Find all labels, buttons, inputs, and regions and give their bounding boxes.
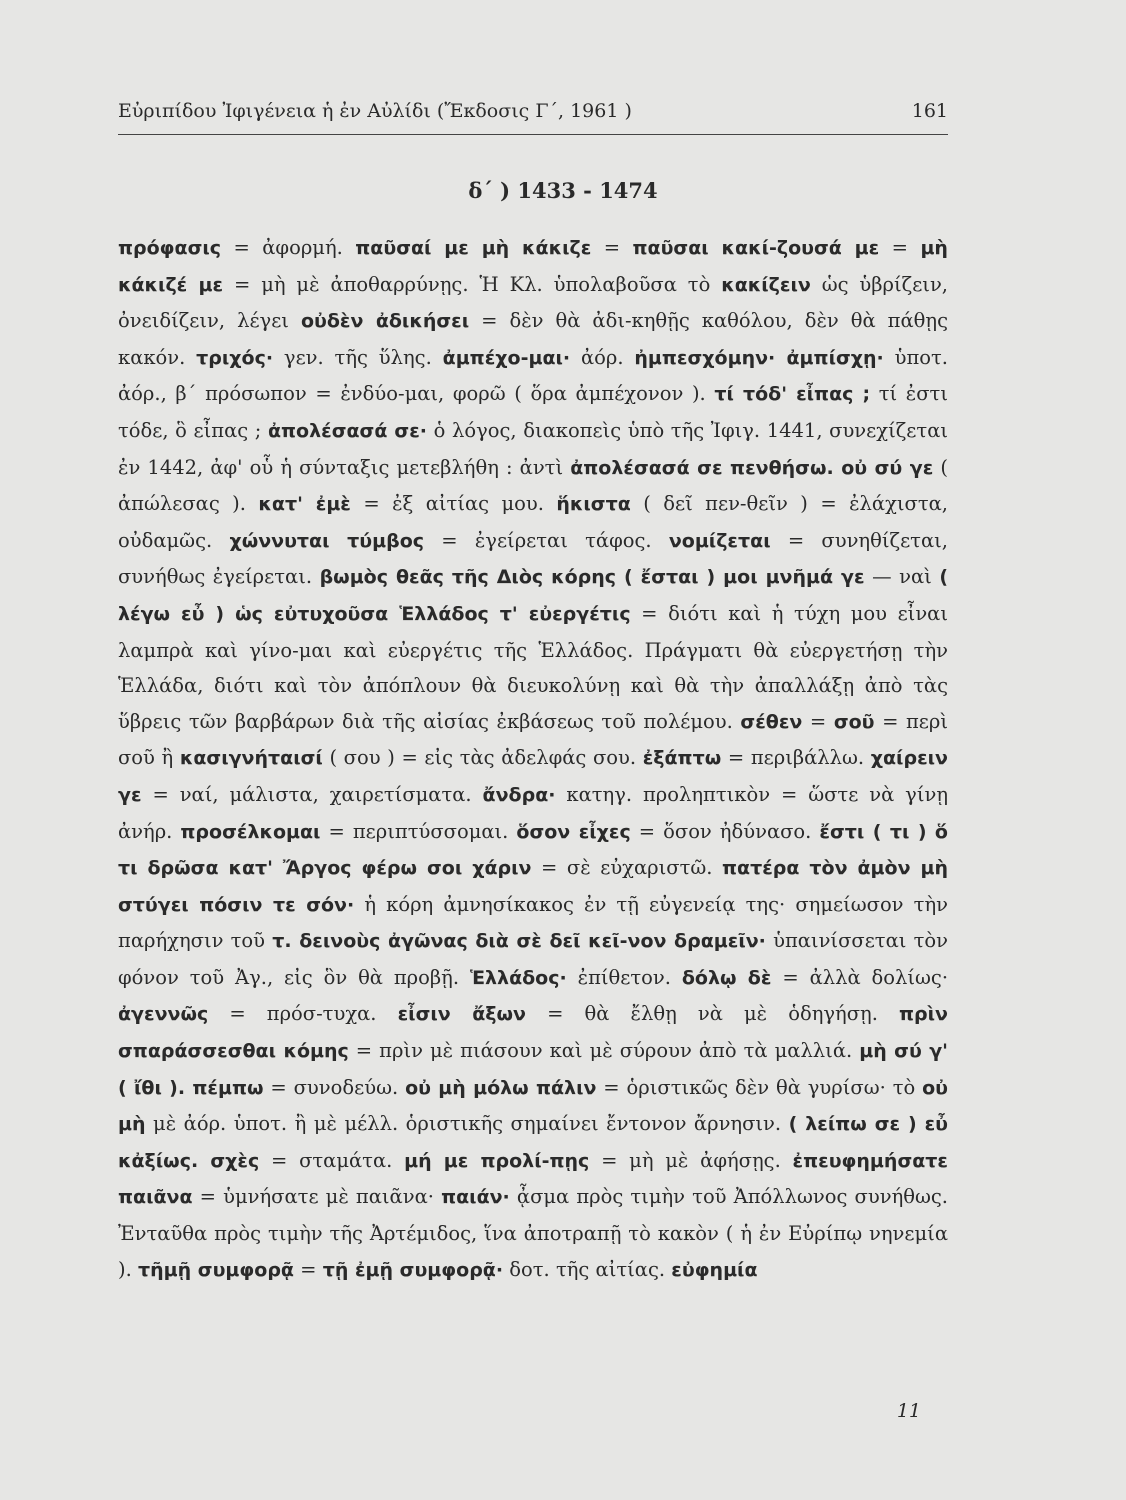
lemma-bold: σοῦ [833, 710, 875, 733]
commentary-text: = ὅσον ἠδύνασο. [630, 819, 820, 843]
lemma-bold: δόλῳ δὲ [681, 966, 772, 989]
lemma-bold: εἶσιν ἄξων [397, 1003, 526, 1026]
commentary-text: ὑπαινίσσεται τὸν φόνον τοῦ Ἀγ., εἰς ὃν θὰ προβῇ. [118, 929, 948, 989]
lemma-bold: οὐ μὴ [118, 1076, 949, 1136]
lemma-bold: πρόφασις [118, 237, 222, 259]
lemma-bold: ἀπολέσασά σε· [267, 419, 428, 442]
commentary-text: = [293, 1257, 323, 1281]
commentary-text: κατηγ. προληπτικὸν = ὥστε νὰ γίνῃ ἀνήρ. [118, 782, 949, 843]
commentary-text: ἡ κόρη ἀμνησίκακος ἐν τῇ εὐγενείᾳ της· σημείωσον τὴν παρήχησιν τοῦ [118, 892, 948, 953]
lemma-bold: ἀγεννῶς [118, 1003, 209, 1026]
commentary-text: ᾆσμα πρὸς τιμὴν τοῦ Ἀπόλλωνος συνήθως. Ἐνταῦθα πρὸς τιμὴν τῆς Ἀρτέμιδος, ἵνα ἀποτραπῇ τὸ κακὸν ( ἡ ἐν Εὐρίπῳ νηνεμία ). [118, 1185, 949, 1281]
commentary-text: ἀόρ. [570, 345, 635, 369]
commentary-text: = ὑμνήσατε μὲ παιᾶνα· [192, 1185, 442, 1209]
lemma-bold: ( λείπω σε ) εὖ κἀξίως. σχὲς [118, 1113, 948, 1172]
lemma-bold: κασιγνήταισί [179, 747, 323, 770]
commentary-text: = περιβάλλω. [721, 746, 871, 770]
lemma-bold: νομίζεται [668, 529, 771, 552]
commentary-text: ὁ λόγος, διακοπεὶς ὑπὸ τῆς Ἰφιγ. 1441, συνεχίζεται ἐν 1442, ἀφ' οὗ ἡ σύνταξις μετεβλήθη : ἀντὶ [118, 418, 949, 479]
commentary-text: = ἐξ αἰτίας μου. [350, 492, 557, 516]
commentary-paragraph [118, 230, 948, 1288]
commentary-text: = συνοδεύω. [263, 1075, 406, 1099]
commentary-text: = ναί, μάλιστα, χαιρετίσματα. [141, 782, 483, 806]
commentary-text: = θὰ ἔλθῃ νὰ μὲ ὁδηγήσῃ. [525, 1002, 900, 1026]
commentary-text: = πρόσ-τυχα. [208, 1002, 398, 1026]
lemma-bold: τριχός· [196, 346, 274, 369]
commentary-text: ( σου ) = εἰς τὰς ἀδελφάς σου. [322, 746, 643, 770]
lemma-bold: ὅσον εἶχες [516, 820, 631, 843]
lemma-bold: παῦσαι κακί-ζουσά με [632, 237, 880, 259]
commentary-text: = [591, 236, 633, 259]
commentary-text: = περιπτύσσομαι. [320, 819, 517, 843]
commentary-text: = μὴ μὲ ἀφήσῃς. [589, 1148, 793, 1172]
lemma-bold: πρὶν σπαράσσεσθαι κόμης [118, 1003, 948, 1063]
commentary-text: ἐπίθετον. [566, 965, 682, 989]
lemma-bold: τῇ ἐμῇ συμφορᾷ· [322, 1258, 504, 1281]
lemma-bold: προσέλκομαι [180, 820, 321, 843]
lemma-bold: οὐ μὴ μόλω πάλιν [405, 1076, 597, 1099]
lemma-bold: εὐφημία [671, 1258, 758, 1281]
lemma-bold: κατ' ἐμὲ [258, 493, 351, 516]
lemma-bold: παιάν· [441, 1186, 510, 1209]
section-heading: δ΄ ) 1433 - 1474 [468, 178, 658, 203]
lemma-bold: ἀπολέσασά σε πενθήσω. οὐ σύ γε [570, 456, 934, 479]
page-number: 161 [911, 100, 948, 122]
lemma-bold: ἀμπέχο-μαι· [442, 346, 571, 369]
commentary-text: = διότι καὶ ἡ τύχη μου εἶναι λαμπρὰ καὶ γίνο-μαι καὶ εὐεργέτις τῆς Ἑλλάδος. Πράγματι θὰ εὐεργετήσῃ τὴν Ἑλλάδα, διότι καὶ τὸν ἀπόπλουν θὰ διευκολύνῃ καὶ θὰ τὴν ἀπαλλάξῃ ἀπὸ τὰς ὕβρεις τῶν βαρβάρων διὰ τῆς αἰσίας ἐκβάσεως τοῦ πολέμου. [118, 601, 948, 733]
commentary-text: = [802, 709, 834, 733]
running-header-title: Εὐριπίδου Ἰφιγένεια ἡ ἐν Αὐλίδι (Ἔκδοσις Γ΄, 1961 ) [118, 100, 632, 122]
signature-mark: 11 [896, 1400, 921, 1422]
lemma-bold: τῆμῇ συμφορᾷ [138, 1258, 294, 1281]
lemma-bold: χώννυται τύμβος [229, 529, 425, 552]
commentary-text: = ἀφορμή. [221, 236, 356, 259]
lemma-bold: μή με προλί-πῃς [404, 1149, 590, 1172]
lemma-bold: πατέρα τὸν ἀμὸν μὴ στύγει πόσιν τε σόν· [118, 857, 948, 916]
lemma-bold: μὴ σύ γ' ( ἴθι ). πέμπω [118, 1040, 949, 1099]
lemma-bold: παῦσαί με μὴ κάκιζε [355, 237, 592, 259]
lemma-bold: ( λέγω εὖ ) ὡς εὐτυχοῦσα Ἑλλάδος τ' εὐεργέτις [118, 566, 949, 625]
commentary-text: ὡς ὑβρίζειν, ὀνειδίζειν, λέγει [118, 272, 948, 333]
lemma-bold: τ. δεινοὺς ἀγῶνας διὰ σὲ δεῖ κεῖ-νον δραμεῖν· [272, 930, 766, 953]
commentary-text: = πρὶν μὲ πιάσουν καὶ μὲ σύρουν ἀπὸ τὰ μαλλιά. [348, 1039, 860, 1063]
commentary-text: ὑποτ. ἀόρ., β΄ πρόσωπον = ἐνδύο-μαι, φορῶ ( ὅρα ἀμπέχονον ). [118, 345, 949, 406]
commentary-text: μὲ ἀόρ. ὑποτ. ἢ μὲ μέλλ. ὁριστικῆς σημαίνει ἔντονον ἄρνησιν. [145, 1112, 789, 1136]
lemma-bold: ἄνδρα· [482, 783, 556, 806]
commentary-text: = ἀλλὰ δολίως· [771, 965, 949, 989]
lemma-bold: οὐδὲν ἀδικήσει [300, 310, 470, 333]
commentary-text: γεν. τῆς ὕλης. [273, 345, 443, 369]
commentary-text: = συνηθίζεται, συνήθως ἐγείρεται. [118, 528, 948, 589]
lemma-bold: ἥκιστα [556, 493, 631, 516]
lemma-bold: κακίζειν [721, 273, 811, 296]
commentary-text: = μὴ μὲ ἀποθαρρύνῃς. Ἡ Κλ. ὑπολαβοῦσα τὸ [223, 272, 722, 296]
lemma-bold: Ἑλλάδος· [469, 966, 567, 989]
lemma-bold: βωμὸς θεᾶς τῆς Διὸς κόρης ( ἔσται ) μοι μνῆμά γε [319, 566, 865, 589]
commentary-text: = ἐγείρεται τάφος. [424, 528, 669, 552]
lemma-bold: ἐξάπτω [642, 747, 722, 770]
lemma-bold: τί τόδ' εἶπας ; [714, 383, 871, 406]
commentary-text: — ναὶ [864, 565, 940, 589]
lemma-bold: ἔστι ( τι ) ὅ τι δρῶσα κατ' Ἄργος φέρω σοι χάριν [118, 820, 948, 880]
commentary-text: = ὁριστικῶς δὲν θὰ γυρίσω· τὸ [596, 1075, 923, 1099]
commentary-text: = σὲ εὐχαριστῶ. [531, 856, 723, 880]
lemma-bold: χαίρειν γε [118, 747, 948, 806]
lemma-bold: μὴ κάκιζέ με [118, 237, 948, 296]
lemma-bold: ἐπευφημήσατε παιᾶνα [118, 1149, 948, 1209]
running-header [118, 100, 948, 135]
lemma-bold: ἠμπεσχόμην· ἀμπίσχῃ· [634, 346, 884, 369]
commentary-text: τί ἐστι τόδε, ὃ εἶπας ; [118, 382, 948, 442]
commentary-text: ( ἀπώλεσας ). [118, 455, 948, 516]
commentary-text: = δὲν θὰ ἀδι-κηθῇς καθόλου, δὲν θὰ πάθῃς κακόν. [118, 309, 949, 369]
commentary-text: = περὶ σοῦ ἢ [118, 709, 949, 770]
commentary-text: ( δεῖ πεν-θεῖν ) = ἐλάχιστα, οὐδαμῶς. [118, 492, 949, 552]
commentary-body [118, 230, 948, 1288]
commentary-text: δοτ. τῆς αἰτίας. [503, 1257, 672, 1281]
commentary-text: = [879, 236, 921, 259]
lemma-bold: σέθεν [740, 710, 803, 733]
commentary-text: = σταμάτα. [259, 1148, 405, 1172]
